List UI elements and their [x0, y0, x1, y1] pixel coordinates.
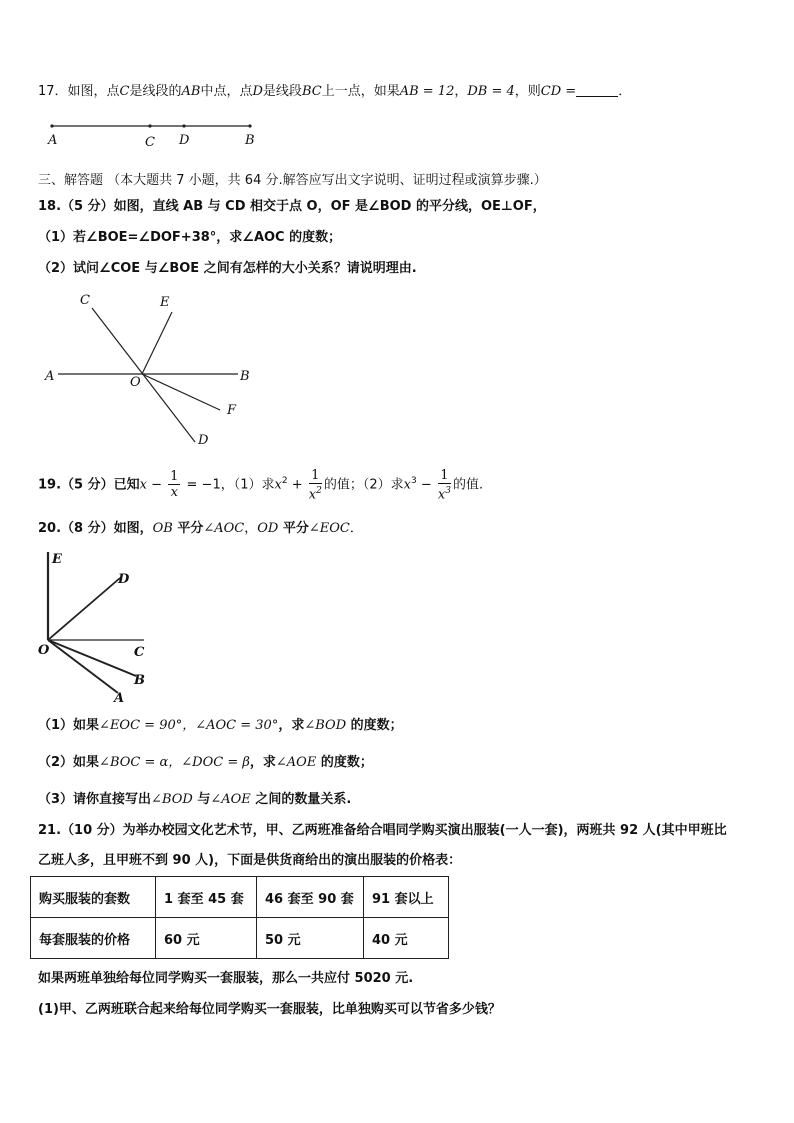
q18-title: 18.（5 分）如图，直线 AB 与 CD 相交于点 O，OF 是∠BOD 的平分线，OE⊥OF，	[38, 199, 546, 214]
table-row	[31, 918, 449, 959]
q17-text: 17．如图，点C是线段的AB中点，点D是线段BC上一点，如果AB = 12，DB = 4，则CD = ．	[38, 84, 632, 99]
label-C: C	[80, 293, 90, 308]
label-E: E	[52, 552, 62, 567]
q18-part2: （2）试问∠COE 与∠BOE 之间有怎样的大小关系？请说明理由.	[38, 261, 417, 276]
table-cell: 50 元	[257, 918, 364, 959]
answer-blank	[576, 84, 618, 97]
label-E: E	[160, 295, 170, 310]
label-B: B	[240, 369, 250, 384]
table-cell: 购买服装的套数	[31, 877, 156, 918]
label-D: D	[179, 133, 190, 148]
label-B: B	[245, 133, 255, 148]
section-heading: 三、解答题 （本大题共 7 小题，共 64 分.解答应写出文字说明、证明过程或演算步骤.）	[38, 173, 547, 188]
table-cell: 1 套至 45 套	[156, 877, 257, 918]
label-C: C	[145, 135, 155, 150]
q18-figure	[40, 290, 270, 450]
table-row	[31, 877, 449, 918]
label-D: D	[198, 433, 209, 448]
q21-line4: (1)甲、乙两班联合起来给每位同学购买一套服装，比单独购买可以节省多少钱？	[38, 1002, 501, 1017]
fraction: $\frac{1}{x^2}$	[308, 467, 322, 502]
label-A: A	[114, 691, 125, 706]
q18-part1: （1）若∠BOE=∠DOF+38°，求∠AOC 的度数；	[38, 230, 342, 245]
fraction: $\frac{1}{x}$	[170, 469, 179, 501]
label-O: O	[130, 375, 141, 390]
label-B: B	[134, 673, 145, 688]
label-A: A	[48, 133, 58, 148]
q19-text: 19.（5 分）已知x − $\frac{1}{x}$ = −1，（1）求$x^2$ + $\frac{1}{x^2}$ 的值；（2）求$x^3$ − $\frac{1}{x^3}$ 的值.	[38, 467, 484, 502]
label-C: C	[134, 645, 145, 660]
fraction: $\frac{1}{x^3}$	[437, 467, 451, 502]
table-cell: 46 套至 90 套	[257, 877, 364, 918]
q20-title: 20.（8 分）如图，OB 平分∠AOC，OD 平分∠EOC．	[38, 521, 363, 536]
table-cell: 60 元	[156, 918, 257, 959]
label-D: D	[118, 572, 130, 587]
q20-figure	[36, 548, 166, 708]
label-F: F	[227, 403, 237, 418]
q20-part3: （3）请你直接写出∠BOD 与∠AOE 之间的数量关系.	[38, 792, 352, 807]
q17-segment-figure	[40, 118, 270, 152]
q21-line2: 乙班人多，且甲班不到 90 人)，下面是供货商给出的演出服装的价格表：	[38, 853, 462, 868]
table-cell: 每套服装的价格	[31, 918, 156, 959]
table-cell: 40 元	[364, 918, 449, 959]
q21-line3: 如果两班单独给每位同学购买一套服装，那么一共应付 5020 元.	[38, 971, 414, 986]
q20-part2: （2）如果∠BOC = α，∠DOC = β，求∠AOE 的度数；	[38, 755, 373, 770]
q21-line1: 21.（10 分）为举办校园文化艺术节，甲、乙两班准备给合唱同学购买演出服装(一人一套)，两班共 92 人(其中甲班比	[38, 823, 727, 838]
q20-part1: （1）如果∠EOC = 90°，∠AOC = 30°，求∠BOD 的度数；	[38, 718, 403, 733]
label-A: A	[45, 369, 55, 384]
label-O: O	[38, 643, 50, 658]
table-cell: 91 套以上	[364, 877, 449, 918]
price-table	[30, 876, 449, 959]
